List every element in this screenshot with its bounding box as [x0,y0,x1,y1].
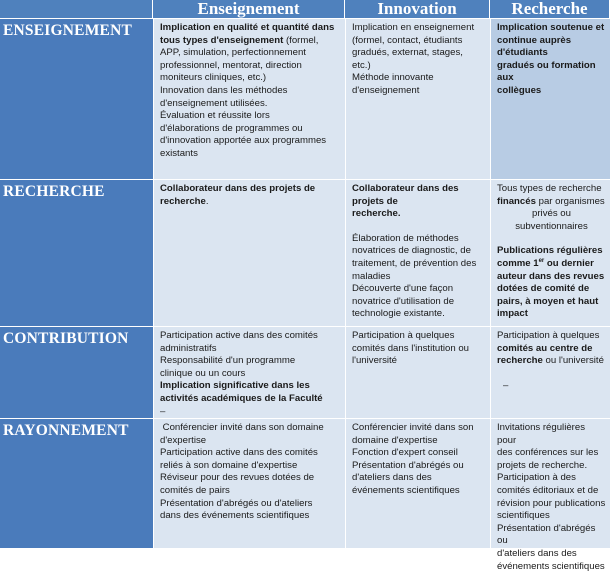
cell-line: d'ateliers dans des [352,472,432,484]
cell-rayonnement-recherche [490,418,610,572]
cell-contribution-enseignement [153,326,345,418]
cell-line: d'enseignement [352,84,420,96]
cell-line: ou l'université [542,355,604,367]
cell-recherche-innovation [345,179,490,326]
cell-line: (formel, contact, étudiants [352,34,463,46]
cell-rayonnement-enseignement [153,418,345,548]
cell-line: – [503,379,509,391]
cell-line: novatrices de diagnostic, de [352,245,471,257]
cell-line: Participation active dans des comités [160,447,318,459]
row-header-enseignement: ENSEIGNEMENT [0,18,153,179]
cell-line: Collaborateur dans des projets de [160,183,316,194]
cell-line: domaine d'expertise [352,434,438,446]
cell-line: d'ateliers dans des [497,547,577,559]
cell-line: gradués, externat, stages, [352,47,463,59]
cell-line: Participation active dans des comités [160,330,318,341]
cell-line: Innovation dans les méthodes [160,84,288,96]
cell-line: pairs, à moyen et haut [497,295,599,307]
cell-line: Réviseur pour des revues dotées de [160,472,315,484]
cell-line: comités au centre de [497,342,593,354]
cell-line: subventionnaires [515,220,588,232]
cell-line: activités académiques de la Faculté [160,392,323,404]
cell-line: Conférencier invité dans son [352,422,474,433]
cell-line: Implication en enseignement [352,22,475,33]
cell-line: Élaboration de méthodes [352,232,459,244]
cell-line: Conférencier invité dans son domaine [160,422,324,433]
cell-line: des conférences sur les [497,447,599,459]
cell-line: recherche. [352,208,401,220]
cell-line: Présentation d'abrégés ou [352,459,464,471]
cell-line: (formel, [283,34,319,46]
cell-line: Invitations régulières pour [497,422,585,446]
cell-line: d'enseignement utilisées. [160,97,268,109]
cell-line: gradués ou formation aux [497,59,596,84]
cell-line: événements scientifiques [497,560,605,572]
cell-line: continue auprès [497,34,572,46]
cell-line: scientifiques [497,510,550,522]
cell-line: projets de recherche. [497,459,588,471]
cell-line: révision pour publications [497,497,606,509]
cell-line: dans des événements scientifiques [160,510,310,522]
cell-line: administratifs [160,342,217,354]
cell-line: Découverte d'une façon [352,283,454,295]
cell-line: Évaluation et réussite lors [160,110,270,122]
cell-line: Participation à quelques [352,330,455,341]
cell-line: d'innovation apportée aux programmes [160,135,327,147]
cell-rayonnement-innovation [345,418,490,548]
cell-line: l'université [352,355,398,367]
cell-line: par organismes [535,195,605,207]
cell-line: . [205,195,209,207]
cell-line: clinique ou un cours [160,367,246,379]
cell-enseignement-recherche [490,18,610,179]
header-corner [0,0,153,18]
cell-enseignement-innovation [345,18,490,179]
cell-line: comme 1 [497,257,539,269]
cell-line: ou dernier [544,257,594,269]
cell-line: Fonction d'expert conseil [352,447,458,459]
row-header-rayonnement: RAYONNEMENT [0,418,153,548]
cell-line: reliés à son domaine d'expertise [160,459,298,471]
cell-enseignement-enseignement [153,18,345,179]
row-header-contribution: CONTRIBUTION [0,326,153,418]
cell-line: impact [497,308,528,320]
cell-line: dotées de comité de [497,283,590,295]
cell-line: maladies [352,270,391,282]
cell-line: er [538,257,545,264]
cell-line: d'étudiants [497,47,548,59]
cell-line: etc.) [352,59,371,71]
cell-line: Présentation d'abrégés ou d'ateliers [160,497,313,509]
cell-line: comités de pairs [160,484,230,496]
cell-line: traitement, de prévention des [352,257,477,269]
cell-line: d'expertise [160,434,207,446]
cell-line: moniteurs cliniques, etc.) [160,72,267,84]
cell-line: d'élaborations de programmes ou [160,122,303,134]
cell-line: Publications régulières [497,245,603,257]
cell-line: Responsabilité d'un programme [160,355,296,367]
cell-line: comités éditoriaux et de [497,484,599,496]
cell-line: Implication en qualité et quantité dans [160,22,335,33]
cell-line: – [160,405,166,417]
cell-contribution-innovation [345,326,490,418]
cell-line: professionnel, mentorat, direction [160,59,302,71]
column-header-recherche: Recherche [490,0,610,18]
cell-line: auteur dans des revues [497,270,605,282]
cell-line: collègues [497,84,542,96]
cell-line: Collaborateur dans des projets de [352,183,459,207]
cell-line: Implication significative dans les [160,380,310,392]
cell-contribution-recherche [490,326,610,418]
cell-line: tous types d'enseignement [160,34,284,46]
cell-line: technologie existante. [352,308,445,320]
cell-line: Participation à des [497,472,576,484]
cell-line: novatrice d'utilisation de [352,295,455,307]
cell-line: financés [497,195,536,207]
cell-line: Tous types de recherche [497,183,602,194]
row-header-recherche: RECHERCHE [0,179,153,326]
cell-line: Présentation d'abrégés ou [497,522,596,547]
cell-line: événements scientifiques [352,484,460,496]
cell-line: Méthode innovante [352,72,434,84]
cell-line: recherche [497,355,543,367]
cell-line: APP, simulation, perfectionnement [160,47,306,59]
cell-line: Implication soutenue et [497,22,605,33]
cell-line: existants [160,147,198,159]
column-header-enseignement: Enseignement [153,0,345,18]
cell-line: privés ou [532,208,571,220]
column-header-innovation: Innovation [345,0,490,18]
cell-line: recherche [160,195,206,207]
cell-recherche-enseignement [153,179,345,326]
cell-line: comités dans l'institution ou [352,342,470,354]
cell-line: Participation à quelques [497,330,600,341]
cell-recherche-recherche [490,179,610,326]
